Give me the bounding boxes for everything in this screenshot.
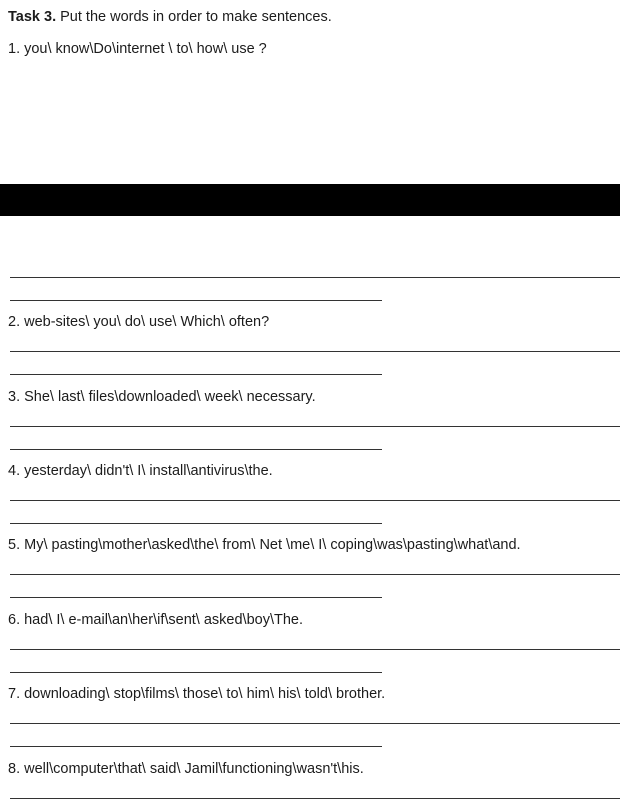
answer-line xyxy=(10,277,620,278)
task-number: Task 3. xyxy=(8,9,57,25)
item-1: 1. you\ know\Do\internet \ to\ how\ use ? xyxy=(8,41,267,57)
answer-line xyxy=(10,449,382,450)
answer-line xyxy=(10,574,620,575)
answer-line xyxy=(10,723,620,724)
item-8: 8. well\computer\that\ said\ Jamil\functioning\wasn't\his. xyxy=(8,761,364,777)
item-5: 5. My\ pasting\mother\asked\the\ from\ Net \me\ I\ coping\was\pasting\what\and. xyxy=(8,537,521,553)
item-3: 3. She\ last\ files\downloaded\ week\ necessary. xyxy=(8,389,316,405)
item-6: 6. had\ I\ e-mail\an\her\if\sent\ asked\boy\The. xyxy=(8,612,303,628)
answer-line xyxy=(10,500,620,501)
answer-line xyxy=(10,649,620,650)
answer-line xyxy=(10,597,382,598)
answer-line xyxy=(10,374,382,375)
answer-line xyxy=(10,798,620,799)
item-4: 4. yesterday\ didn't\ I\ install\antivirus\the. xyxy=(8,463,273,479)
answer-line xyxy=(10,351,620,352)
item-2: 2. web-sites\ you\ do\ use\ Which\ often? xyxy=(8,314,270,330)
answer-line xyxy=(10,300,382,301)
item-7: 7. downloading\ stop\films\ those\ to\ him\ his\ told\ brother. xyxy=(8,686,386,702)
answer-line xyxy=(10,523,382,524)
answer-line xyxy=(10,426,620,427)
task-heading xyxy=(8,8,332,26)
task-instruction: Put the words in order to make sentences. xyxy=(60,9,332,25)
answer-line xyxy=(10,672,382,673)
answer-line xyxy=(10,746,382,747)
redaction-bar xyxy=(0,184,620,216)
